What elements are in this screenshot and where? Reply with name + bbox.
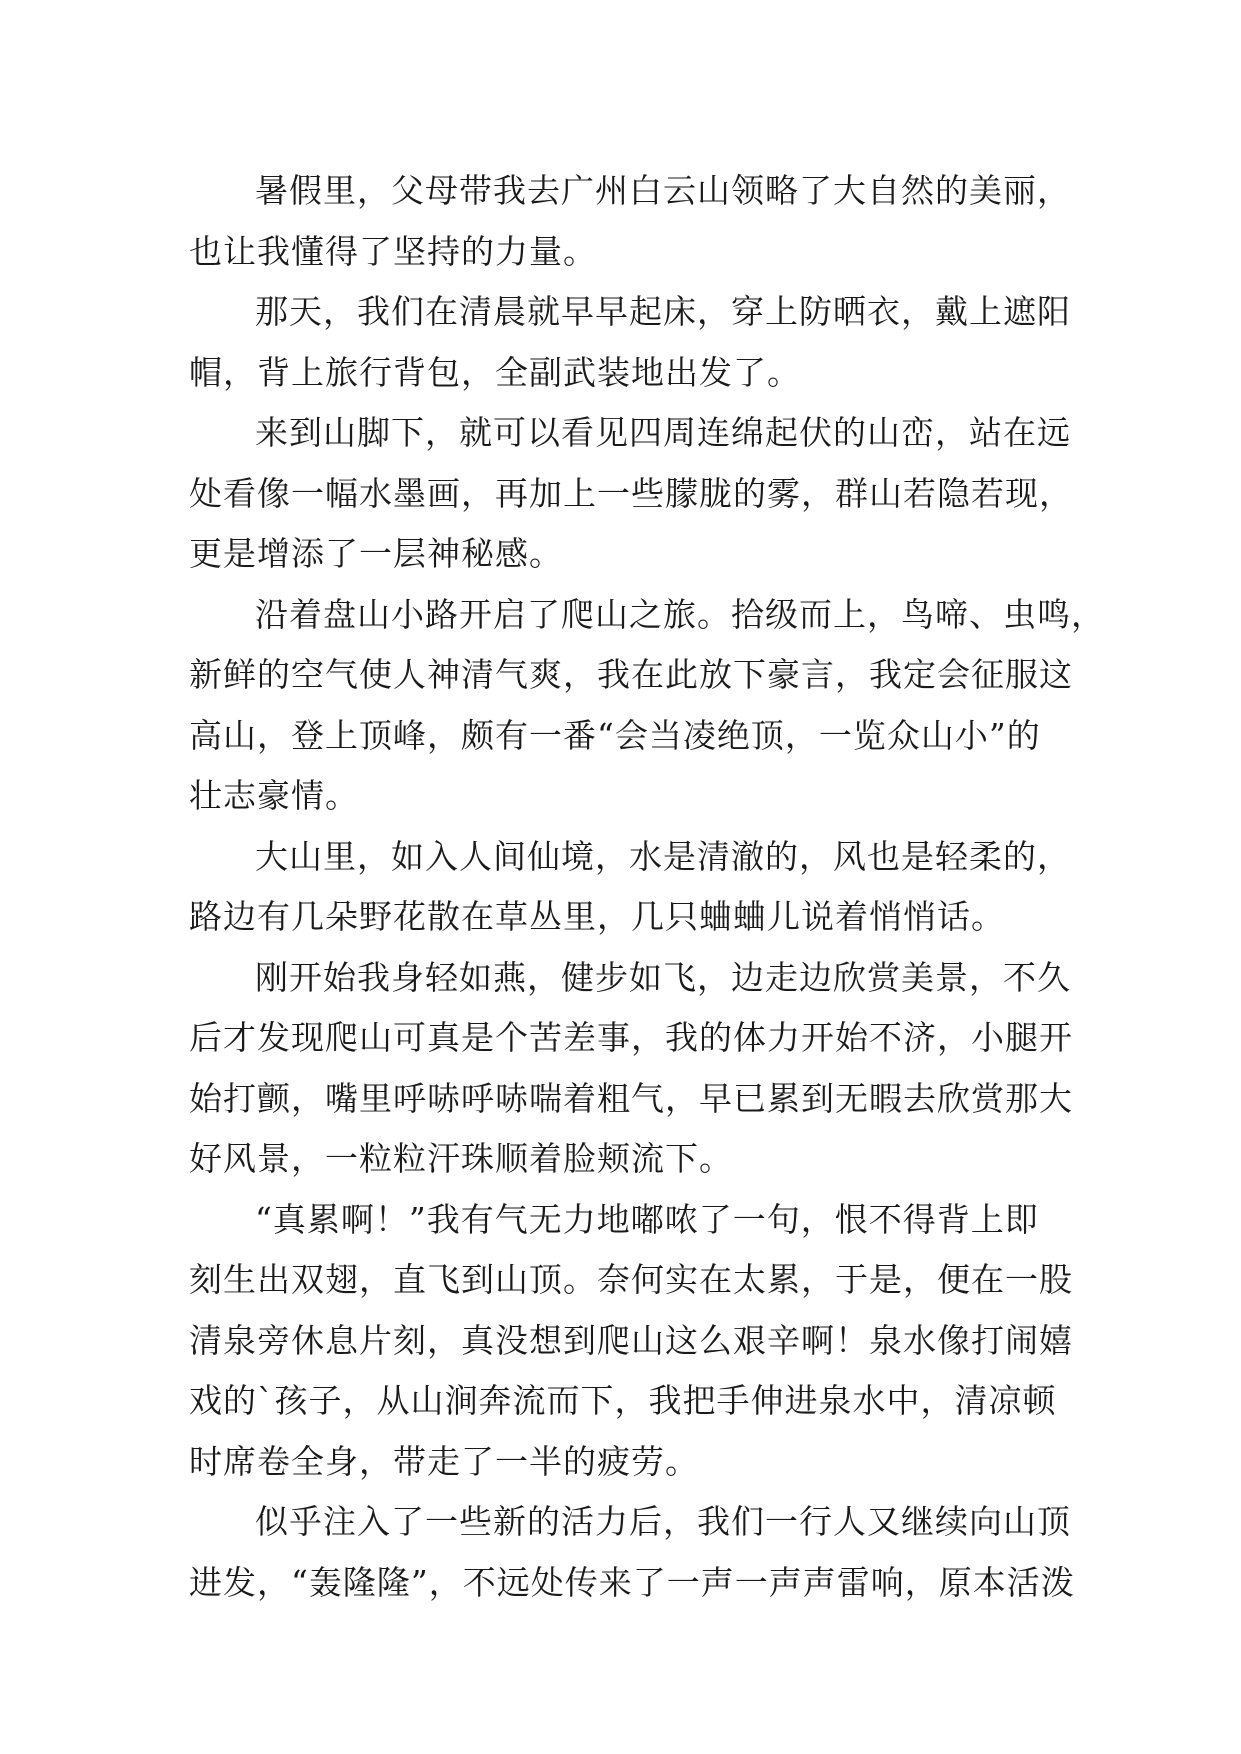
paragraph — [189, 161, 1071, 282]
paragraph — [189, 827, 1071, 948]
paragraph — [189, 282, 1071, 403]
text-line: 来到山脚下，就可以看见四周连绵起伏的山峦，站在远 — [255, 413, 1071, 452]
text-line: 新鲜的空气使人神清气爽，我在此放下豪言，我定会征服这 — [189, 655, 1073, 694]
text-line: 时席卷全身，带走了一半的疲劳。 — [189, 1441, 699, 1481]
text-line: 也让我懂得了坚持的力量。 — [189, 231, 597, 271]
text-line: 那天，我们在清晨就早早起床，穿上防晒衣，戴上遮阳 — [255, 292, 1071, 331]
text-line: 路边有几朵野花散在草丛里，几只蛐蛐儿说着悄悄话。 — [189, 897, 1005, 936]
text-line: 暑假里，父母带我去广州白云山领略了大自然的美丽， — [255, 171, 1071, 210]
paragraph — [189, 948, 1073, 1190]
text-line: 刻生出双翅，直飞到山顶。奈何实在太累，于是，便在一股 — [189, 1260, 1073, 1299]
paragraph — [189, 585, 1105, 827]
text-line: 后才发现爬山可真是个苦差事，我的体力开始不济，小腿开 — [189, 1018, 1073, 1057]
text-line: 壮志豪情。 — [189, 776, 359, 815]
text-line: 似乎注入了一些新的活力后，我们一行人又继续向山顶 — [255, 1502, 1071, 1541]
text-line: 始打颤，嘴里呼哧呼哧喘着粗气，早已累到无暇去欣赏那大 — [189, 1078, 1073, 1118]
text-line: 戏的`孩子，从山涧奔流而下，我把手伸进泉水中，清凉顿 — [189, 1381, 1057, 1420]
text-line: 进发，“轰隆隆”，不远处传来了一声一声声雷响，原本活泼 — [189, 1562, 1075, 1602]
text-line: 高山，登上顶峰，颇有一番“会当凌绝顶，一览众山小”的 — [189, 715, 1041, 755]
text-line: 处看像一幅水墨画，再加上一些朦胧的雾，群山若隐若现， — [189, 473, 1073, 513]
text-line: 更是增添了一层神秘感。 — [189, 534, 563, 573]
text-line: 沿着盘山小路开启了爬山之旅。拾级而上，鸟啼、虫鸣， — [255, 594, 1105, 634]
document-body — [189, 161, 1105, 1613]
paragraph — [189, 1492, 1075, 1613]
text-line: 清泉旁休息片刻，真没想到爬山这么艰辛啊！泉水像打闹嬉 — [189, 1320, 1073, 1360]
text-line: 刚开始我身轻如燕，健步如飞，边走边欣赏美景，不久 — [255, 957, 1071, 997]
text-line: “真累啊！”我有气无力地嘟哝了一句，恨不得背上即 — [255, 1199, 1039, 1239]
paragraph — [189, 1190, 1073, 1493]
text-line: 好风景，一粒粒汗珠顺着脸颊流下。 — [189, 1139, 733, 1178]
text-line: 大山里，如入人间仙境，水是清澈的，风也是轻柔的， — [255, 836, 1071, 876]
text-line: 帽，背上旅行背包，全副武装地出发了。 — [189, 352, 801, 392]
paragraph — [189, 403, 1073, 585]
